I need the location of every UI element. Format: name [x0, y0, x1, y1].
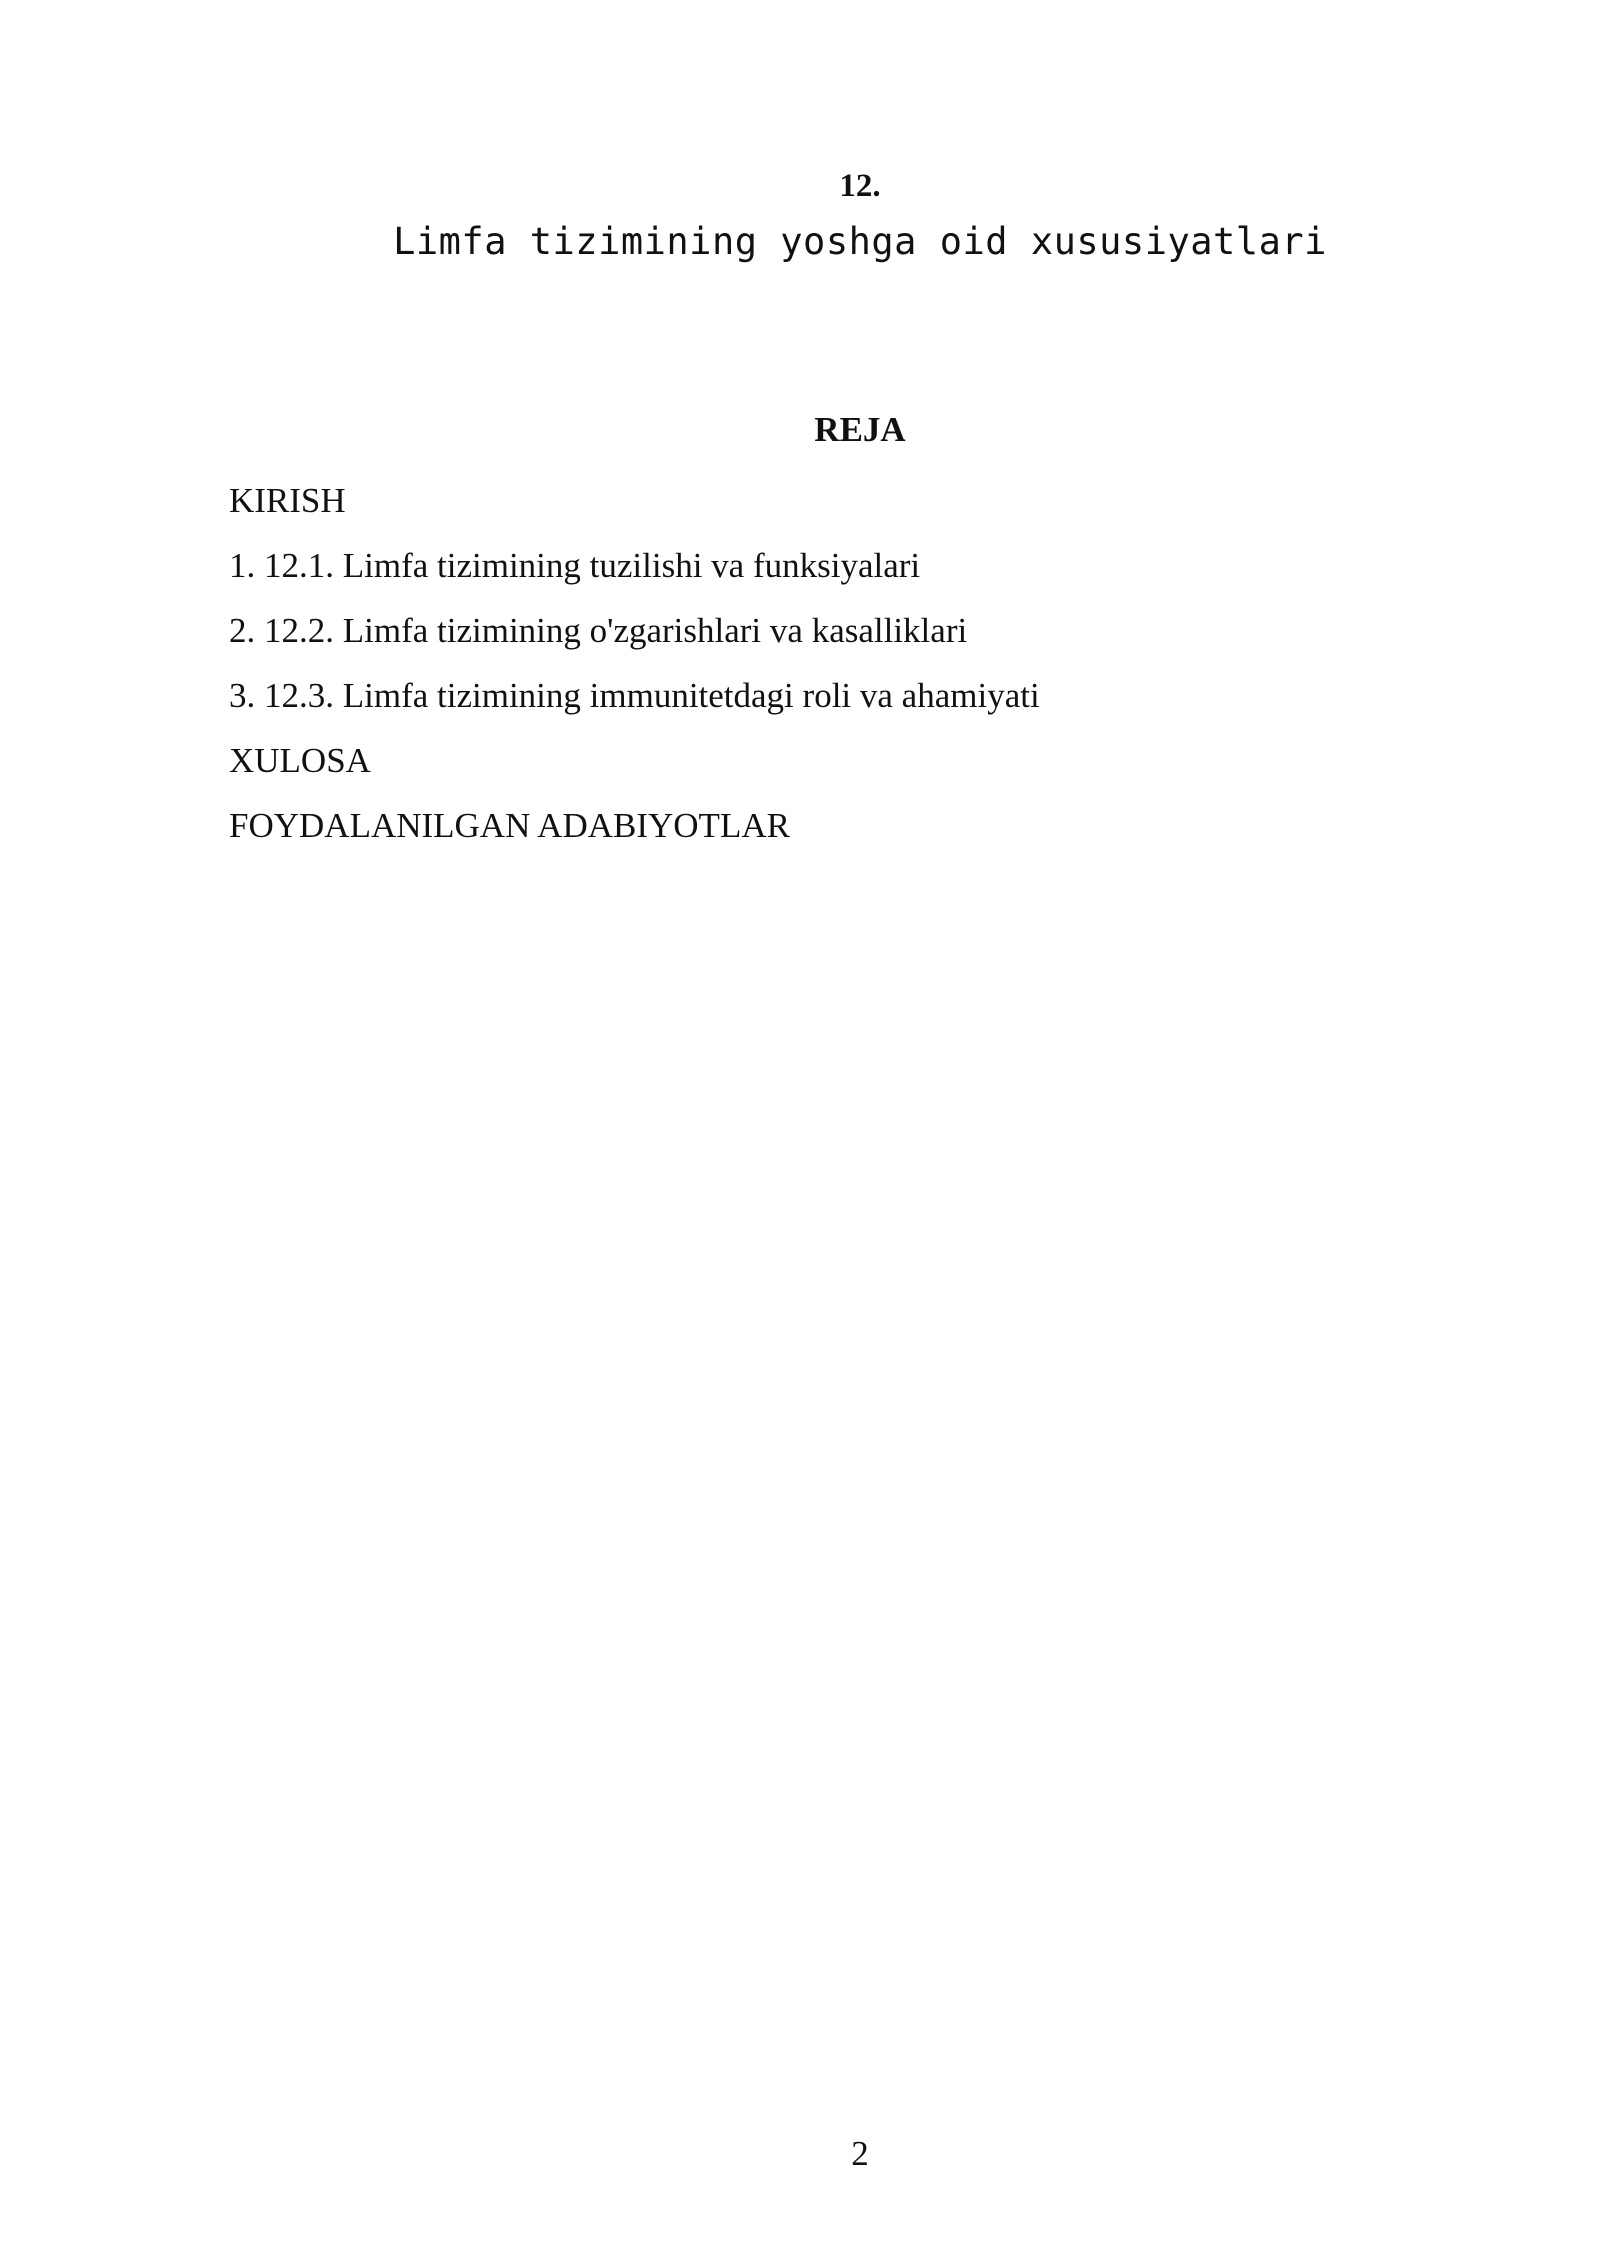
- page-number: 2: [851, 2134, 869, 2173]
- plan-item-section-2: 2. 12.2. Limfa tizimining o'zgarishlari va kasalliklari: [229, 611, 968, 650]
- plan-list: [229, 477, 1040, 867]
- plan-item-section-3: 3. 12.3. Limfa tizimining immunitetdagi roli va ahamiyati: [229, 676, 1040, 715]
- plan-item-references: FOYDALANILGAN ADABIYOTLAR: [229, 806, 790, 845]
- plan-heading: REJA: [814, 410, 906, 449]
- chapter-number: 12.: [839, 168, 881, 204]
- plan-item-conclusion: XULOSA: [229, 741, 371, 780]
- chapter-title: Limfa tizimining yoshga oid xususiyatlari: [393, 220, 1327, 263]
- plan-item-section-1: 1. 12.1. Limfa tizimining tuzilishi va funksiyalari: [229, 546, 921, 585]
- plan-item-introduction: KIRISH: [229, 481, 346, 520]
